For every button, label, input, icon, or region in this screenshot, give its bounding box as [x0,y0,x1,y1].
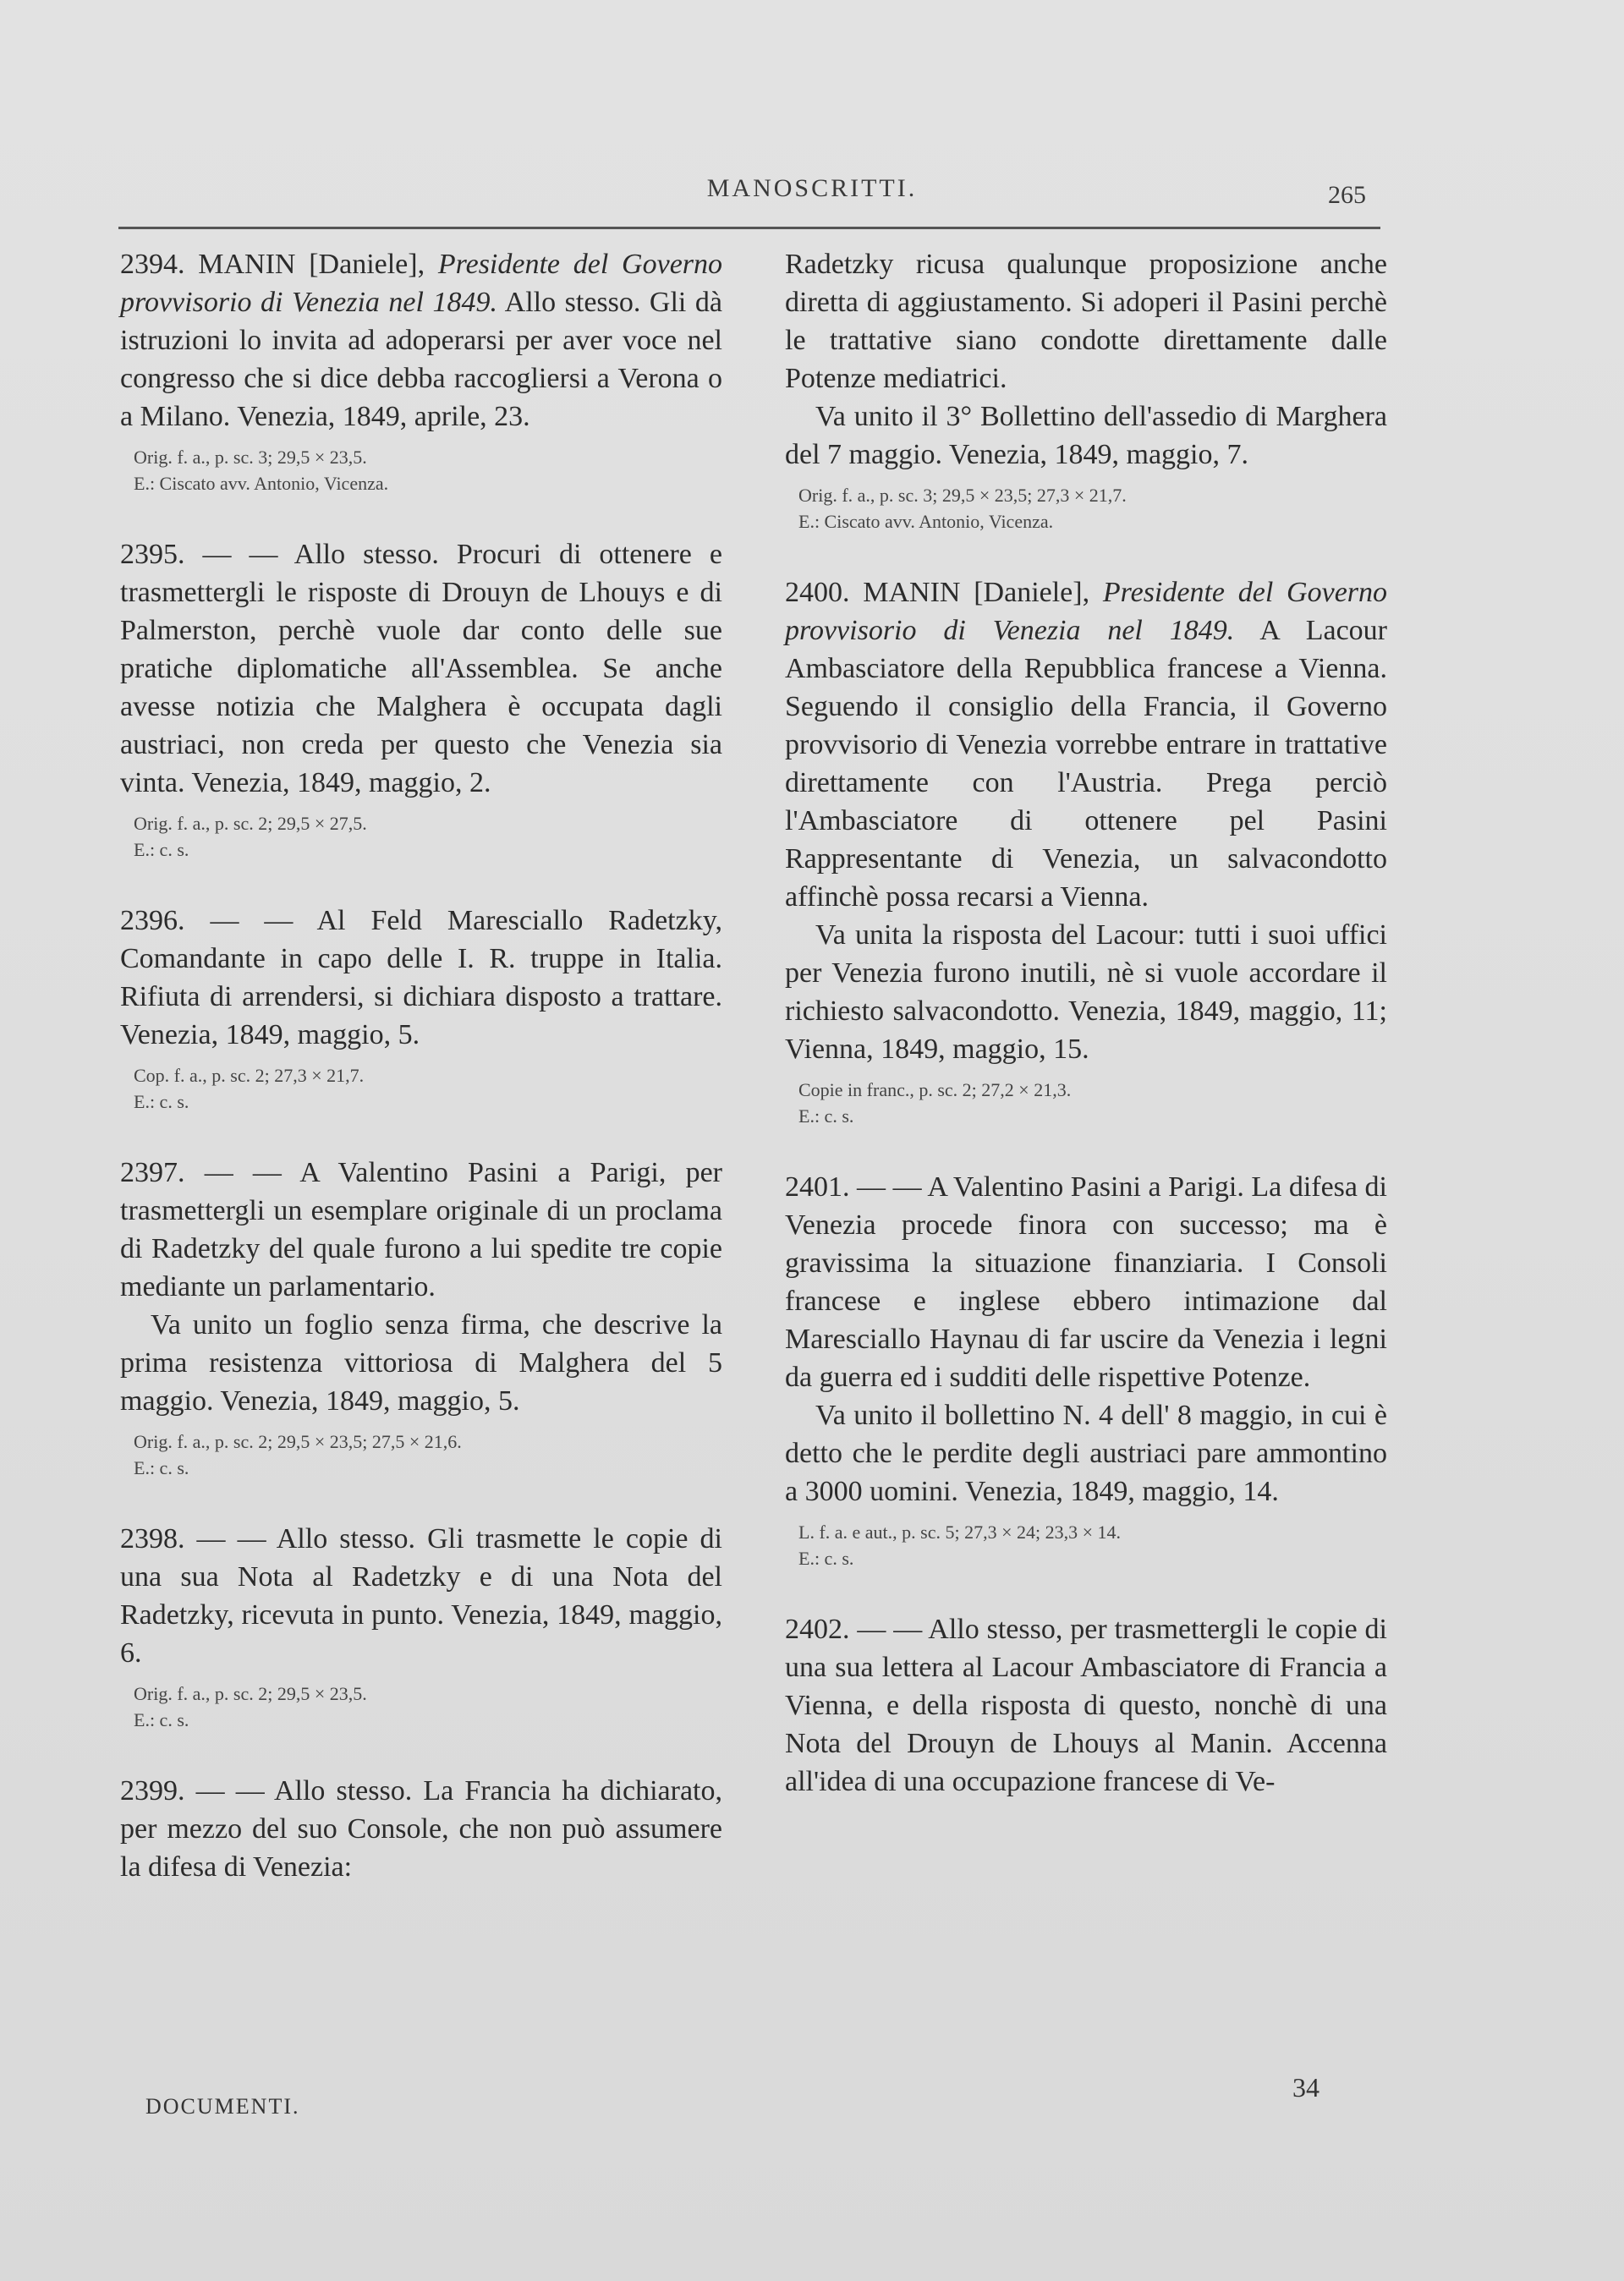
entry-text [785,1610,1387,1801]
entry-body: Allo stesso. La Francia ha dichiarato, per mezzo del suo Console, che non può assumere la difesa di Venezia: [120,1775,723,1883]
catalog-entry [785,245,1387,535]
entry-number: 2397. [120,1157,185,1188]
left-column [120,245,722,1925]
entry-text [120,902,722,1054]
description-line: Orig. f. a., p. sc. 2; 29,5 × 23,5. [134,1683,367,1704]
description-line: E.: c. s. [798,1548,854,1569]
entry-title: Presidente del Governo provvisorio di Venezia nel 1849. [785,577,1388,646]
entry-description [785,482,1387,535]
description-line: Orig. f. a., p. sc. 3; 29,5 × 23,5. [134,447,367,468]
entry-text [120,1772,722,1886]
entry-description [120,1681,722,1733]
entry-description [120,444,722,496]
entry-number: 2400. [785,577,850,608]
description-line: E.: c. s. [134,1457,189,1478]
catalog-entry [120,902,722,1115]
entry-lead: — — [184,539,294,570]
catalog-entry [120,1772,722,1886]
entry-number: 2401. [785,1171,850,1203]
entry-number: 2396. [120,905,185,936]
catalog-entry [785,573,1387,1129]
entry-body: Allo stesso. Gli trasmette le copie di una sua Nota al Radetzky e di una Nota del Radetzky, ricevuta in punto. Venezia, 1849, maggio, 6. [120,1523,722,1669]
description-line: Copie in franc., p. sc. 2; 27,2 × 21,3. [798,1079,1072,1100]
entry-number: 2399. [120,1775,185,1807]
footer-sheet-number: 34 [1292,2072,1320,2103]
catalog-entry [785,1168,1387,1571]
description-line: E.: c. s. [134,839,189,860]
right-column [785,245,1387,1840]
entry-lead: — — [184,1157,300,1188]
entry-lead: — — [184,905,317,936]
entry-description [785,1519,1387,1571]
description-line: Orig. f. a., p. sc. 2; 29,5 × 27,5. [134,813,367,834]
entry-title: Presidente del Governo provvisorio di Venezia nel 1849. [120,249,723,318]
catalog-entry [120,1520,722,1733]
entry-body: Allo stesso, per trasmettergli le copie di una sua lettera al Lacour Ambasciatore di Francia a Vienna, e della risposta di questo, nonchè di una Nota del Drouyn de Lhouys al Manin. Accenna all'idea di una occupazione francese di Ve- [785,1614,1387,1797]
entry-description [120,1428,722,1481]
entry-number: 2395. [120,539,185,570]
page-number: 265 [1328,181,1366,209]
entry-body: Allo stesso. Procuri di ottenere e trasmettergli le risposte di Drouyn de Lhouys e di Palmerston, perchè vuole dar conto delle sue pratiche diplomatiche all'Assemblea. Se anche avesse notizia che Malghera è occupata dagli austriaci, non creda per questo che Venezia sia vinta. Venezia, 1849, maggio, 2. [120,539,722,798]
entry-text [120,1520,722,1672]
description-line: E.: Ciscato avv. Antonio, Vicenza. [798,511,1054,532]
entry-description [785,1077,1387,1129]
catalog-entry [120,245,722,496]
running-head: MANOSCRITTI. [706,174,918,202]
description-line: E.: c. s. [134,1709,189,1730]
description-line: E.: Ciscato avv. Antonio, Vicenza. [134,473,389,494]
entry-text [785,245,1387,398]
entry-paragraph: Va unito il bollettino N. 4 dell' 8 maggio, in cui è detto che le perdite degli austriaci pare ammontino a 3000 uomini. Venezia, 1849, maggio, 14. [785,1400,1387,1507]
catalog-entry [120,535,722,863]
entry-text [120,245,722,436]
entry-number: 2398. [120,1523,185,1554]
catalog-entry [120,1154,722,1481]
entry-text [785,573,1387,916]
entry-paragraph: Va unita la risposta del Lacour: tutti i suoi uffici per Venezia furono inutili, nè si vuole accordare il richiesto salvacondotto. Venezia, 1849, maggio, 11; Vienna, 1849, maggio, 15. [785,919,1387,1065]
description-line: E.: c. s. [798,1105,854,1127]
description-line: Orig. f. a., p. sc. 2; 29,5 × 23,5; 27,5 × 21,6. [134,1431,462,1452]
entry-lead: — — [184,1775,274,1807]
entry-text [120,1154,722,1306]
description-line: E.: c. s. [134,1091,189,1112]
entry-body: A Valentino Pasini a Parigi. La difesa di Venezia procede finora con successo; ma è gravissima la situazione finanziaria. I Consoli francese e inglese ebbero intimazione dal Maresciallo Haynau di far uscire da Venezia i legni da guerra ed i sudditi delle rispettive Potenze. [785,1171,1388,1393]
entry-description [120,1062,722,1115]
catalog-entry [785,1610,1387,1801]
entry-lead: — — [184,1523,277,1554]
entry-body: Radetzky ricusa qualunque proposizione anche diretta di aggiustamento. Si adoperi il Pasini perchè le trattative siano condotte direttamente dalle Potenze mediatrici. [785,249,1387,394]
entry-body: A Valentino Pasini a Parigi, per trasmettergli un esemplare originale di un proclama di Radetzky del quale furono a lui spedite tre copie mediante un parlamentario. [120,1157,722,1302]
entry-lead: — — [849,1171,928,1203]
entry-text [785,1168,1387,1396]
entry-lead: MANIN [Daniele], [849,577,1103,608]
entry-body: Allo stesso. Gli dà istruzioni lo invita ad adoperarsi per aver voce nel congresso che si dice debba raccogliersi a Verona o a Milano. Venezia, 1849, aprile, 23. [120,287,722,432]
description-line: Orig. f. a., p. sc. 3; 29,5 × 23,5; 27,3 × 21,7. [798,485,1127,506]
entry-body: Al Feld Maresciallo Radetzky, Comandante in capo delle I. R. truppe in Italia. Rifiuta di arrendersi, si dichiara disposto a trattare. Venezia, 1849, maggio, 5. [120,905,722,1050]
entry-paragraph: Va unito il 3° Bollettino dell'assedio di Marghera del 7 maggio. Venezia, 1849, maggio, 7. [785,401,1387,470]
entry-paragraph: Va unito un foglio senza firma, che descrive la prima resistenza vittoriosa di Malghera del 5 maggio. Venezia, 1849, maggio, 5. [120,1309,722,1417]
entry-lead: — — [849,1614,929,1645]
footer-signature-label: DOCUMENTI. [145,2094,300,2119]
entry-description [120,810,722,863]
entry-text [120,535,722,802]
entry-body: A Lacour Ambasciatore della Repubblica francese a Vienna. Seguendo il consiglio della Francia, il Governo provvisorio di Venezia vorrebbe entrare in trattative direttamente con l'Austria. Prega perciò l'Ambasciatore di ottenere pel Pasini Rappresentante di Venezia, un salvacondotto affinchè possa recarsi a Vienna. [785,615,1387,913]
description-line: L. f. a. e aut., p. sc. 5; 27,3 × 24; 23,3 × 14. [798,1522,1122,1543]
entry-number: 2394. [120,249,185,280]
entry-lead: MANIN [Daniele], [184,249,438,280]
entry-number: 2402. [785,1614,850,1645]
description-line: Cop. f. a., p. sc. 2; 27,3 × 21,7. [134,1065,365,1086]
header-rule [118,227,1380,229]
